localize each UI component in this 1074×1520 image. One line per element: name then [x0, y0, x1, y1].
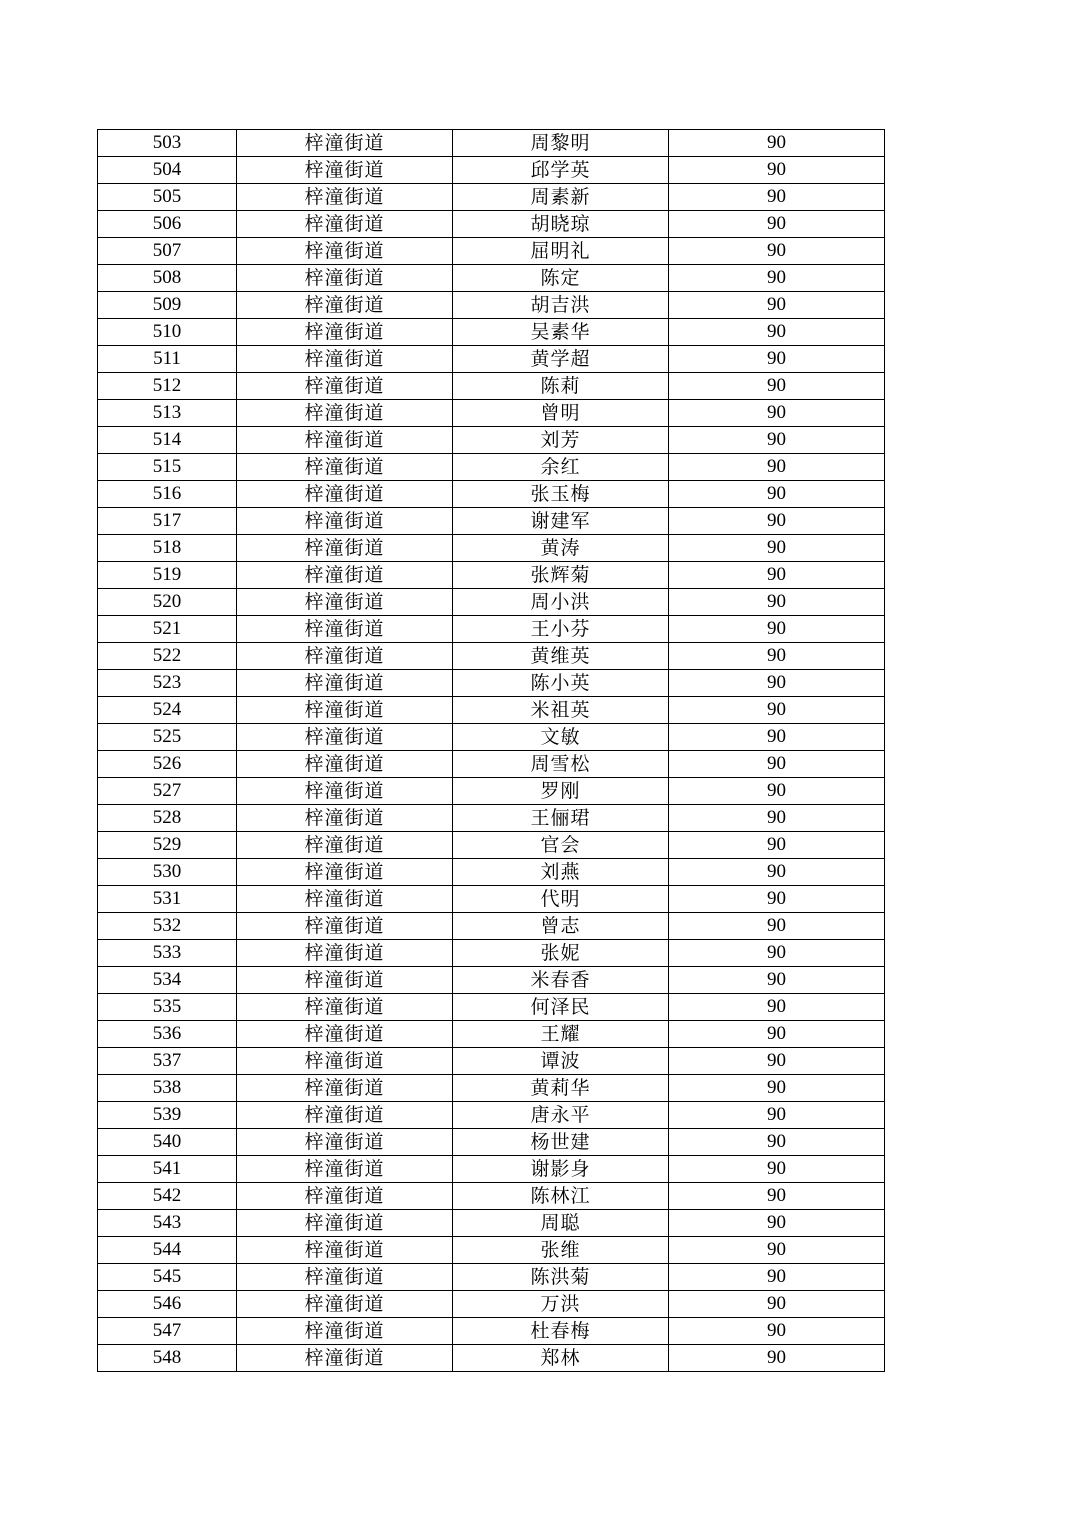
table-row [98, 211, 885, 238]
cell-person-name: 张维 [453, 1237, 669, 1264]
cell-subdistrict: 梓潼街道 [237, 184, 453, 211]
cell-person-name: 谢建军 [453, 508, 669, 535]
cell-number: 546 [98, 1291, 237, 1318]
cell-person-name: 张辉菊 [453, 562, 669, 589]
table-row [98, 481, 885, 508]
cell-score: 90 [669, 265, 885, 292]
table-row [98, 1129, 885, 1156]
cell-number: 538 [98, 1075, 237, 1102]
table-row [98, 454, 885, 481]
cell-score: 90 [669, 859, 885, 886]
cell-person-name: 杨世建 [453, 1129, 669, 1156]
cell-score: 90 [669, 1264, 885, 1291]
table-row [98, 1183, 885, 1210]
table-row [98, 130, 885, 157]
cell-person-name: 唐永平 [453, 1102, 669, 1129]
table-row [98, 1318, 885, 1345]
table-row [98, 589, 885, 616]
cell-person-name: 陈林江 [453, 1183, 669, 1210]
table-row [98, 1075, 885, 1102]
cell-score: 90 [669, 427, 885, 454]
table-row [98, 1237, 885, 1264]
cell-person-name: 万洪 [453, 1291, 669, 1318]
cell-subdistrict: 梓潼街道 [237, 508, 453, 535]
cell-number: 505 [98, 184, 237, 211]
cell-score: 90 [669, 562, 885, 589]
cell-number: 544 [98, 1237, 237, 1264]
cell-number: 536 [98, 1021, 237, 1048]
cell-subdistrict: 梓潼街道 [237, 1345, 453, 1372]
cell-number: 508 [98, 265, 237, 292]
table-row [98, 562, 885, 589]
cell-score: 90 [669, 1237, 885, 1264]
cell-person-name: 陈定 [453, 265, 669, 292]
cell-score: 90 [669, 832, 885, 859]
cell-person-name: 周素新 [453, 184, 669, 211]
cell-score: 90 [669, 751, 885, 778]
table-row [98, 805, 885, 832]
cell-score: 90 [669, 481, 885, 508]
cell-score: 90 [669, 508, 885, 535]
cell-number: 540 [98, 1129, 237, 1156]
cell-subdistrict: 梓潼街道 [237, 967, 453, 994]
cell-subdistrict: 梓潼街道 [237, 319, 453, 346]
cell-person-name: 邱学英 [453, 157, 669, 184]
cell-subdistrict: 梓潼街道 [237, 292, 453, 319]
cell-score: 90 [669, 238, 885, 265]
cell-number: 519 [98, 562, 237, 589]
cell-person-name: 吴素华 [453, 319, 669, 346]
table-row [98, 157, 885, 184]
cell-number: 537 [98, 1048, 237, 1075]
table-row [98, 427, 885, 454]
cell-person-name: 胡吉洪 [453, 292, 669, 319]
table-row [98, 697, 885, 724]
cell-score: 90 [669, 697, 885, 724]
cell-number: 510 [98, 319, 237, 346]
cell-number: 507 [98, 238, 237, 265]
cell-number: 533 [98, 940, 237, 967]
cell-number: 534 [98, 967, 237, 994]
cell-number: 506 [98, 211, 237, 238]
cell-score: 90 [669, 1345, 885, 1372]
cell-score: 90 [669, 724, 885, 751]
cell-person-name: 陈小英 [453, 670, 669, 697]
table-row [98, 346, 885, 373]
cell-number: 518 [98, 535, 237, 562]
cell-person-name: 王小芬 [453, 616, 669, 643]
roster-table [97, 129, 885, 1372]
cell-person-name: 张妮 [453, 940, 669, 967]
cell-score: 90 [669, 1075, 885, 1102]
table-row [98, 670, 885, 697]
table-row [98, 751, 885, 778]
cell-score: 90 [669, 1291, 885, 1318]
cell-subdistrict: 梓潼街道 [237, 1318, 453, 1345]
cell-score: 90 [669, 211, 885, 238]
cell-subdistrict: 梓潼街道 [237, 1075, 453, 1102]
cell-score: 90 [669, 1129, 885, 1156]
cell-score: 90 [669, 913, 885, 940]
table-row [98, 292, 885, 319]
cell-person-name: 黄莉华 [453, 1075, 669, 1102]
cell-person-name: 周黎明 [453, 130, 669, 157]
cell-subdistrict: 梓潼街道 [237, 562, 453, 589]
cell-person-name: 文敏 [453, 724, 669, 751]
cell-subdistrict: 梓潼街道 [237, 400, 453, 427]
cell-score: 90 [669, 400, 885, 427]
cell-person-name: 王俪珺 [453, 805, 669, 832]
cell-number: 528 [98, 805, 237, 832]
cell-subdistrict: 梓潼街道 [237, 724, 453, 751]
cell-subdistrict: 梓潼街道 [237, 940, 453, 967]
cell-number: 545 [98, 1264, 237, 1291]
cell-person-name: 周聪 [453, 1210, 669, 1237]
table-row [98, 1156, 885, 1183]
cell-subdistrict: 梓潼街道 [237, 1264, 453, 1291]
cell-subdistrict: 梓潼街道 [237, 589, 453, 616]
cell-score: 90 [669, 589, 885, 616]
cell-subdistrict: 梓潼街道 [237, 616, 453, 643]
cell-number: 527 [98, 778, 237, 805]
cell-score: 90 [669, 1183, 885, 1210]
cell-person-name: 曾明 [453, 400, 669, 427]
table-row [98, 886, 885, 913]
cell-number: 509 [98, 292, 237, 319]
cell-person-name: 余红 [453, 454, 669, 481]
cell-number: 504 [98, 157, 237, 184]
cell-subdistrict: 梓潼街道 [237, 454, 453, 481]
cell-score: 90 [669, 1048, 885, 1075]
cell-score: 90 [669, 1102, 885, 1129]
cell-person-name: 何泽民 [453, 994, 669, 1021]
cell-person-name: 刘芳 [453, 427, 669, 454]
cell-number: 512 [98, 373, 237, 400]
cell-person-name: 谢影身 [453, 1156, 669, 1183]
cell-number: 529 [98, 832, 237, 859]
table-row [98, 535, 885, 562]
cell-score: 90 [669, 346, 885, 373]
cell-person-name: 屈明礼 [453, 238, 669, 265]
cell-score: 90 [669, 994, 885, 1021]
cell-person-name: 王耀 [453, 1021, 669, 1048]
cell-score: 90 [669, 373, 885, 400]
cell-subdistrict: 梓潼街道 [237, 1102, 453, 1129]
cell-person-name: 黄涛 [453, 535, 669, 562]
cell-subdistrict: 梓潼街道 [237, 373, 453, 400]
cell-person-name: 谭波 [453, 1048, 669, 1075]
cell-subdistrict: 梓潼街道 [237, 994, 453, 1021]
cell-number: 531 [98, 886, 237, 913]
cell-score: 90 [669, 805, 885, 832]
cell-subdistrict: 梓潼街道 [237, 427, 453, 454]
cell-score: 90 [669, 643, 885, 670]
cell-person-name: 陈莉 [453, 373, 669, 400]
cell-number: 524 [98, 697, 237, 724]
cell-score: 90 [669, 967, 885, 994]
cell-person-name: 官会 [453, 832, 669, 859]
cell-number: 526 [98, 751, 237, 778]
cell-subdistrict: 梓潼街道 [237, 805, 453, 832]
table-row [98, 319, 885, 346]
cell-person-name: 黄维英 [453, 643, 669, 670]
cell-score: 90 [669, 535, 885, 562]
table-row [98, 832, 885, 859]
cell-score: 90 [669, 319, 885, 346]
cell-subdistrict: 梓潼街道 [237, 130, 453, 157]
cell-subdistrict: 梓潼街道 [237, 1021, 453, 1048]
cell-score: 90 [669, 292, 885, 319]
cell-number: 541 [98, 1156, 237, 1183]
cell-number: 543 [98, 1210, 237, 1237]
cell-subdistrict: 梓潼街道 [237, 913, 453, 940]
cell-person-name: 胡晓琼 [453, 211, 669, 238]
table-row [98, 373, 885, 400]
cell-score: 90 [669, 1318, 885, 1345]
cell-score: 90 [669, 1021, 885, 1048]
cell-score: 90 [669, 454, 885, 481]
cell-subdistrict: 梓潼街道 [237, 265, 453, 292]
cell-score: 90 [669, 778, 885, 805]
cell-number: 539 [98, 1102, 237, 1129]
table-row [98, 400, 885, 427]
table-row [98, 724, 885, 751]
cell-score: 90 [669, 616, 885, 643]
cell-number: 532 [98, 913, 237, 940]
cell-number: 517 [98, 508, 237, 535]
cell-number: 530 [98, 859, 237, 886]
table-row [98, 778, 885, 805]
cell-score: 90 [669, 184, 885, 211]
table-row [98, 184, 885, 211]
cell-subdistrict: 梓潼街道 [237, 1291, 453, 1318]
cell-subdistrict: 梓潼街道 [237, 1237, 453, 1264]
cell-person-name: 张玉梅 [453, 481, 669, 508]
cell-number: 503 [98, 130, 237, 157]
cell-number: 521 [98, 616, 237, 643]
table-row [98, 859, 885, 886]
table-row [98, 940, 885, 967]
table-row [98, 1102, 885, 1129]
cell-number: 523 [98, 670, 237, 697]
cell-number: 516 [98, 481, 237, 508]
cell-subdistrict: 梓潼街道 [237, 346, 453, 373]
cell-score: 90 [669, 940, 885, 967]
table-row [98, 967, 885, 994]
cell-subdistrict: 梓潼街道 [237, 1156, 453, 1183]
table-row [98, 1210, 885, 1237]
cell-score: 90 [669, 130, 885, 157]
cell-subdistrict: 梓潼街道 [237, 778, 453, 805]
cell-subdistrict: 梓潼街道 [237, 1129, 453, 1156]
cell-number: 515 [98, 454, 237, 481]
cell-person-name: 罗刚 [453, 778, 669, 805]
table-row [98, 1021, 885, 1048]
cell-subdistrict: 梓潼街道 [237, 238, 453, 265]
table-row [98, 508, 885, 535]
table-row [98, 1345, 885, 1372]
roster-body [98, 130, 885, 1372]
cell-person-name: 周小洪 [453, 589, 669, 616]
cell-person-name: 郑林 [453, 1345, 669, 1372]
table-row [98, 913, 885, 940]
cell-subdistrict: 梓潼街道 [237, 670, 453, 697]
table-row [98, 265, 885, 292]
cell-number: 525 [98, 724, 237, 751]
table-row [98, 1048, 885, 1075]
cell-score: 90 [669, 886, 885, 913]
cell-subdistrict: 梓潼街道 [237, 751, 453, 778]
cell-person-name: 代明 [453, 886, 669, 913]
cell-subdistrict: 梓潼街道 [237, 535, 453, 562]
cell-person-name: 刘燕 [453, 859, 669, 886]
cell-number: 511 [98, 346, 237, 373]
cell-subdistrict: 梓潼街道 [237, 886, 453, 913]
cell-subdistrict: 梓潼街道 [237, 157, 453, 184]
cell-subdistrict: 梓潼街道 [237, 211, 453, 238]
cell-subdistrict: 梓潼街道 [237, 697, 453, 724]
cell-number: 522 [98, 643, 237, 670]
cell-person-name: 杜春梅 [453, 1318, 669, 1345]
table-row [98, 238, 885, 265]
cell-score: 90 [669, 157, 885, 184]
cell-number: 535 [98, 994, 237, 1021]
cell-person-name: 米春香 [453, 967, 669, 994]
cell-score: 90 [669, 670, 885, 697]
cell-subdistrict: 梓潼街道 [237, 859, 453, 886]
cell-subdistrict: 梓潼街道 [237, 481, 453, 508]
cell-subdistrict: 梓潼街道 [237, 1183, 453, 1210]
cell-person-name: 曾志 [453, 913, 669, 940]
cell-number: 513 [98, 400, 237, 427]
cell-person-name: 陈洪菊 [453, 1264, 669, 1291]
cell-score: 90 [669, 1156, 885, 1183]
cell-person-name: 黄学超 [453, 346, 669, 373]
cell-subdistrict: 梓潼街道 [237, 1210, 453, 1237]
table-row [98, 1264, 885, 1291]
cell-number: 547 [98, 1318, 237, 1345]
table-row [98, 643, 885, 670]
cell-subdistrict: 梓潼街道 [237, 1048, 453, 1075]
cell-subdistrict: 梓潼街道 [237, 832, 453, 859]
cell-number: 514 [98, 427, 237, 454]
cell-number: 520 [98, 589, 237, 616]
table-row [98, 1291, 885, 1318]
cell-person-name: 周雪松 [453, 751, 669, 778]
cell-number: 548 [98, 1345, 237, 1372]
cell-score: 90 [669, 1210, 885, 1237]
table-row [98, 616, 885, 643]
cell-person-name: 米祖英 [453, 697, 669, 724]
cell-number: 542 [98, 1183, 237, 1210]
cell-subdistrict: 梓潼街道 [237, 643, 453, 670]
table-row [98, 994, 885, 1021]
